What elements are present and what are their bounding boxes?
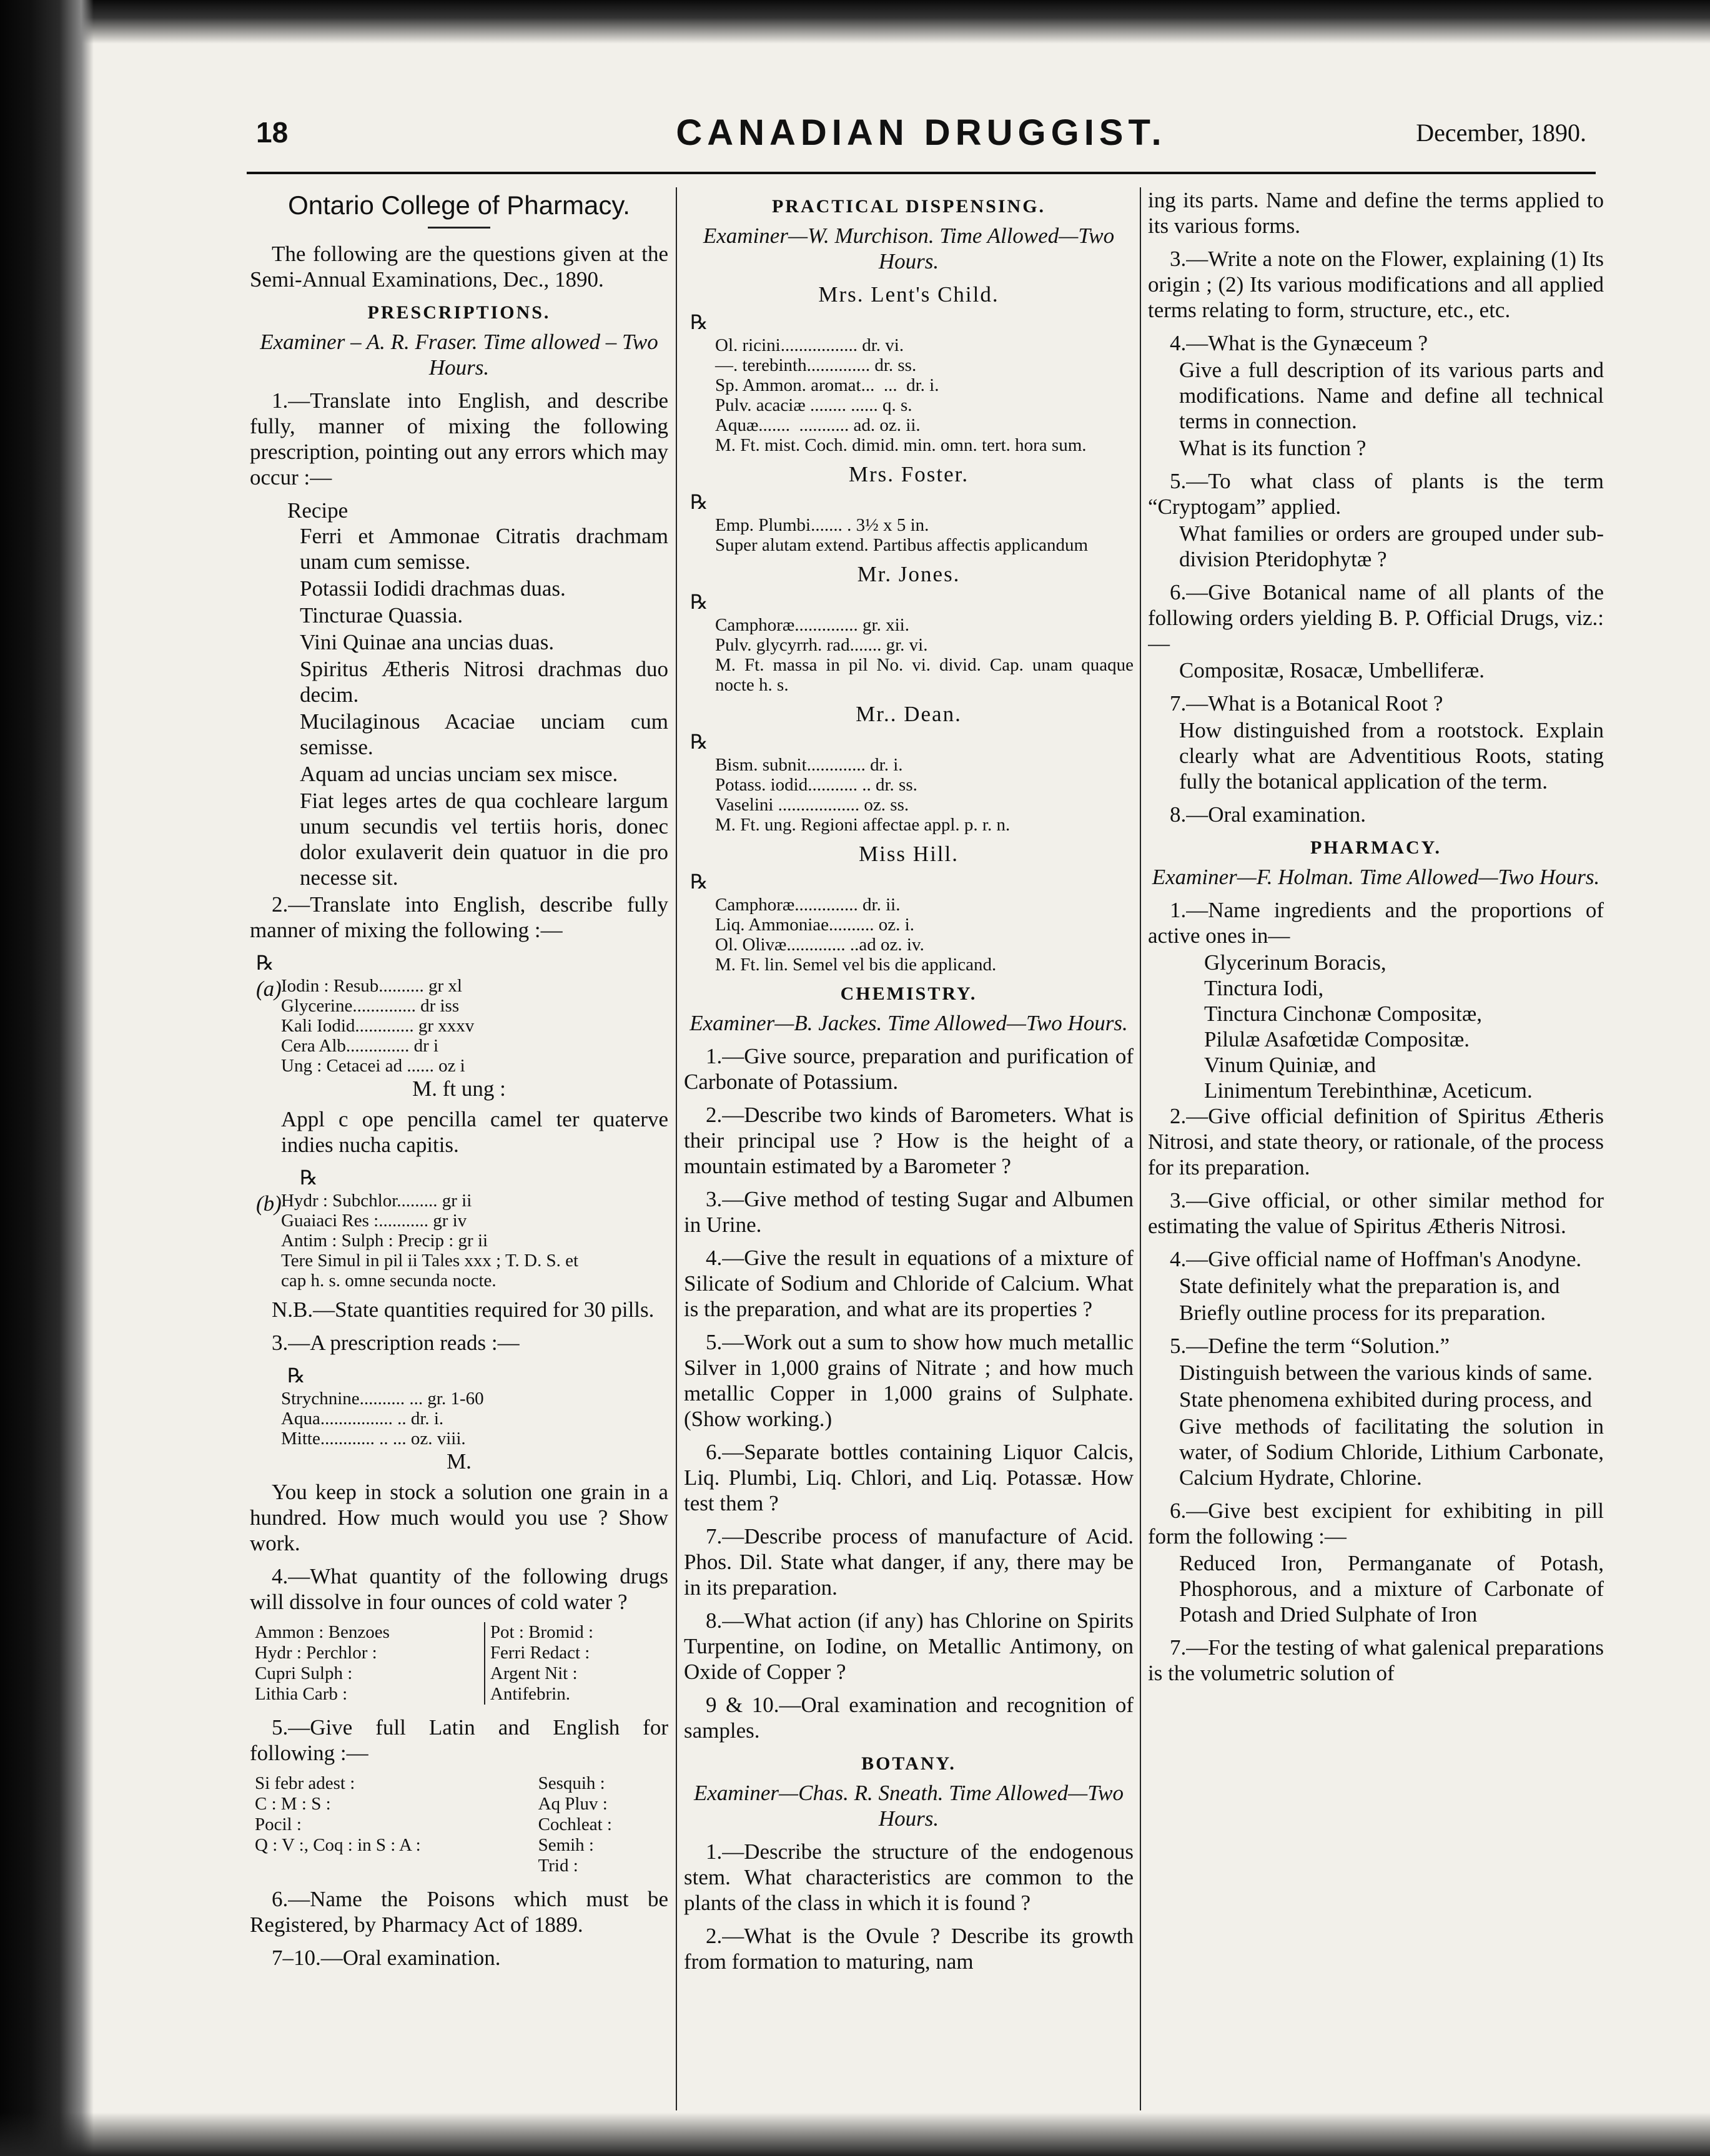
q4-drug-left: Cupri Sulph :: [250, 1663, 485, 1684]
section-heading-botany: BOTANY.: [861, 1753, 956, 1774]
q5-term-right: Aq Pluv :: [538, 1794, 608, 1814]
rx-a-lines: [250, 976, 668, 1076]
section-heading-chemistry: CHEMISTRY.: [840, 983, 977, 1004]
botany-question-4: 4.—What is the Gynæceum ?: [1170, 331, 1428, 355]
question-3: 3.—A prescription reads :—: [272, 1331, 520, 1355]
dispensing-line: Potass. iodid........... .. dr. ss.: [715, 775, 917, 795]
dispensing-line: Camphoræ.............. gr. xii.: [715, 615, 909, 635]
dispensing-note: M. Ft. ung. Regioni affectae appl. p. r. n.: [715, 815, 1011, 835]
rx-symbol: ℞: [690, 731, 708, 753]
scan-edge-bottom: [0, 2112, 1710, 2156]
botany-question-2: 2.—What is the Ovule ? Describe its growth from formation to maturing, nam: [684, 1924, 1134, 1974]
q4-drug-left: Hydr : Perchlor :: [250, 1643, 485, 1663]
q5-term-left: [250, 1856, 533, 1876]
recipe-lines: [250, 523, 668, 890]
rx-b-lines: [250, 1191, 668, 1291]
table-row: [250, 1814, 668, 1835]
q5-term-left: C : M : S :: [255, 1794, 331, 1814]
rx3-line: Mitte............ .. ... oz. viii.: [281, 1429, 466, 1449]
pharmacy-ingredient: Linimentum Terebinthinæ, Aceticum.: [1204, 1078, 1533, 1103]
q5-term-right: Trid :: [538, 1856, 578, 1876]
question-5: 5.—Give full Latin and English for following :—: [250, 1715, 668, 1765]
question-6: 6.—Name the Poisons which must be Registered, by Pharmacy Act of 1889.: [250, 1887, 668, 1937]
chemistry-question: 1.—Give source, preparation and purification of Carbonate of Potassium.: [684, 1044, 1134, 1094]
intro-paragraph: The following are the questions given at the Semi-Annual Examinations, Dec., 1890.: [250, 242, 668, 292]
q4-drug-right: Ferri Redact :: [490, 1643, 590, 1663]
q5-term-right: Sesquih :: [538, 1773, 605, 1793]
q5-term-left: Si febr adest :: [255, 1773, 355, 1793]
table-row: [250, 1622, 668, 1643]
rx-a-line: Iodin : Resub.......... gr xl: [281, 976, 462, 996]
column-rule-1: [676, 187, 677, 2110]
chemistry-question: 7.—Describe process of manufacture of Acid. Phos. Dil. State what danger, if any, there may be in its preparation.: [684, 1524, 1134, 1600]
dispensing-line: —. terebinth.............. dr. ss.: [715, 355, 917, 375]
botany-question-5: 5.—To what class of plants is the term “Cryptogam” applied.: [1148, 469, 1604, 519]
q5-term-right: Cochleat :: [538, 1814, 612, 1834]
rx3-mixture: M.: [447, 1449, 472, 1474]
chemistry-question: 3.—Give method of testing Sugar and Albumen in Urine.: [684, 1187, 1134, 1237]
dispensing-line: Bism. subnit............. dr. i.: [715, 755, 903, 775]
rx3-lines: [250, 1389, 668, 1449]
rx-symbol-3: ℞: [287, 1364, 305, 1387]
rx-symbol: ℞: [690, 591, 708, 613]
question-2: 2.—Translate into English, describe fully manner of mixing the following :—: [250, 892, 668, 942]
column-rule-2: [1140, 187, 1141, 2110]
rx-b-line: cap h. s. omne secunda nocte.: [281, 1271, 497, 1291]
column-3: [1148, 187, 1604, 2106]
pharmacy-question-6: 6.—Give best excipient for exhibiting in pill form the following :—: [1148, 1499, 1604, 1548]
rx3-line: Aqua................ .. dr. i.: [281, 1409, 444, 1429]
rx-a-line: Glycerine.............. dr iss: [281, 996, 460, 1016]
scan-edge-top: [0, 0, 1710, 44]
recipe-line: Fiat leges artes de qua cochleare largum unum secundis vel tertiis horis, donec dolor exulaverit dein quatuor in die pro necesse sit.: [300, 789, 668, 890]
examiner-botany: Examiner—Chas. R. Sneath. Time Allowed—Two Hours.: [693, 1781, 1124, 1831]
recipe-line: Tincturae Quassia.: [300, 603, 463, 628]
rx-a-directions: Appl c ope pencilla camel ter quaterve indies nucha capitis.: [281, 1107, 668, 1157]
pharmacy-question-3: 3.—Give official, or other similar method for estimating the value of Spiritus Ætheris Nitrosi.: [1148, 1188, 1604, 1238]
section-heading-pharmacy: PHARMACY.: [1310, 837, 1442, 858]
botany-question-3: 3.—Write a note on the Flower, explaining (1) Its origin ; (2) Its various modifications and all applied terms relating to form, structure, etc., etc.: [1148, 247, 1604, 322]
column-1: [250, 187, 668, 2106]
dispensing-line: Ol. ricini................. dr. vi.: [715, 335, 904, 355]
pharmacy-question-6-a: Reduced Iron, Permanganate of Potash, Phosphorous, and a mixture of Carbonate of Potash and Dried Sulphate of Iron: [1179, 1551, 1604, 1627]
dispensing-line: Sp. Ammon. aromat... ... dr. i.: [715, 375, 939, 395]
botany-question-2-cont: ing its parts. Name and define the terms applied to its various forms.: [1148, 188, 1604, 238]
scan-edge-left: [0, 0, 94, 2156]
patient-name: Mr.. Dean.: [856, 702, 962, 726]
note-nb: N.B.—State quantities required for 30 pills.: [272, 1297, 655, 1322]
table-row: [250, 1684, 668, 1705]
issue-date: December, 1890.: [1416, 119, 1586, 147]
rx-symbol: ℞: [690, 870, 708, 893]
pharmacy-question-4-a: State definitely what the preparation is, and: [1179, 1274, 1560, 1298]
examiner-dispensing: Examiner—W. Murchison. Time Allowed—Two Hours.: [703, 224, 1115, 273]
chemistry-question: 6.—Separate bottles containing Liquor Calcis, Liq. Plumbi, Liq. Chlori, and Liq. Potassæ. How test them ?: [684, 1440, 1134, 1515]
recipe-line: Aquam ad uncias unciam sex misce.: [300, 762, 618, 786]
patient-name: Mr. Jones.: [857, 562, 961, 586]
recipe-line: Ferri et Ammonae Citratis drachmam unam cum semisse.: [300, 524, 668, 574]
recipe-line: Potassii Iodidi drachmas duas.: [300, 576, 566, 601]
pharmacy-ingredient: Pilulæ Asafœtidæ Compositæ.: [1204, 1027, 1470, 1051]
examiner-chemistry: Examiner—B. Jackes. Time Allowed—Two Hours.: [689, 1011, 1128, 1035]
pharmacy-question-5-c: Give methods of facilitating the solution in water, of Sodium Chloride, Lithium Carbonate, Calcium Hydrate, Chlorine.: [1179, 1414, 1604, 1490]
rx-b-label: (b): [256, 1191, 282, 1216]
article-title: Ontario College of Pharmacy.: [288, 190, 630, 220]
rx-a-line: Kali Iodid............. gr xxxv: [281, 1016, 475, 1036]
rx-b-line: Guaiaci Res :........... gr iv: [281, 1211, 467, 1231]
chemistry-question: 8.—What action (if any) has Chlorine on Spirits Turpentine, on Iodine, on Metallic Antimony, on Oxide of Copper ?: [684, 1608, 1134, 1684]
dispensing-note: M. Ft. massa in pil No. vi. divid. Cap. unam quaque nocte h. s.: [715, 655, 1134, 695]
q5-term-left: Pocil :: [255, 1814, 302, 1834]
pharmacy-ingredient: Tinctura Iodi,: [1204, 976, 1324, 1000]
dispensing-line: Emp. Plumbi....... . 3½ x 5 in.: [715, 515, 929, 535]
q5-term-left: Q : V :, Coq : in S : A :: [255, 1835, 421, 1855]
section-heading-dispensing: PRACTICAL DISPENSING.: [771, 196, 1046, 217]
dispensing-note: Super alutam extend. Partibus affectis applicandum: [715, 535, 1089, 555]
patient-name: Mrs. Foster.: [848, 462, 969, 486]
q4-drug-table: [250, 1622, 668, 1705]
pharmacy-question-4: 4.—Give official name of Hoffman's Anodyne.: [1170, 1247, 1582, 1271]
recipe-line: Vini Quinae ana uncias duas.: [300, 630, 555, 654]
dispensing-line: Ol. Olivæ............. ..ad oz. iv.: [715, 935, 924, 955]
chemistry-questions: [684, 1043, 1134, 1743]
botany-question-8: 8.—Oral examination.: [1170, 802, 1366, 827]
patient-name: Miss Hill.: [858, 842, 959, 866]
page-header: [256, 112, 1586, 165]
chemistry-question: 4.—Give the result in equations of a mixture of Silicate of Sodium and Chloride of Calcium. What is the preparation, and what are its properties ?: [684, 1246, 1134, 1321]
question-7-10: 7–10.—Oral examination.: [272, 1946, 501, 1970]
pharmacy-question-5: 5.—Define the term “Solution.”: [1170, 1334, 1450, 1358]
rx-symbol: ℞: [690, 311, 708, 333]
dispensing-line: Pulv. acaciæ ........ ...... q. s.: [715, 395, 912, 415]
dispensing-line: Aquæ....... ........... ad. oz. ii.: [715, 415, 921, 435]
pharmacy-question-1: 1.—Name ingredients and the proportions of active ones in—: [1148, 898, 1604, 948]
chemistry-question: 9 & 10.—Oral examination and recognition of samples.: [684, 1693, 1134, 1743]
q4-drug-right: Argent Nit :: [490, 1663, 578, 1683]
examiner-pharmacy: Examiner—F. Holman. Time Allowed—Two Hours.: [1152, 865, 1600, 889]
botany-question-6: 6.—Give Botanical name of all plants of the following orders yielding B. P. Official Drugs, viz.:—: [1148, 580, 1604, 656]
botany-question-7-a: How distinguished from a rootstock. Explain clearly what are Adventitious Roots, stating fully the botanical application of the term.: [1179, 718, 1604, 794]
question-3-body: You keep in stock a solution one grain in a hundred. How much would you use ? Show work.: [250, 1480, 668, 1555]
rx-a-line: Ung : Cetacei ad ...... oz i: [281, 1056, 465, 1076]
masthead: CANADIAN DRUGGIST.: [676, 112, 1167, 153]
pharmacy-question-4-b: Briefly outline process for its preparation.: [1179, 1301, 1546, 1325]
pharmacy-ingredient: Glycerinum Boracis,: [1204, 950, 1386, 975]
question-4: 4.—What quantity of the following drugs will dissolve in four ounces of cold water ?: [250, 1564, 668, 1614]
rx-symbol-b: ℞: [300, 1166, 318, 1189]
botany-question-1: 1.—Describe the structure of the endogenous stem. What characteristics are common to the plants of the class in which it is found ?: [684, 1839, 1134, 1915]
rx-a-mixture: M. ft ung :: [412, 1076, 506, 1101]
recipe-line: Mucilaginous Acaciae unciam cum semisse.: [300, 709, 668, 759]
rx-symbol: ℞: [690, 491, 708, 513]
rx-a-label: (a): [256, 977, 282, 1001]
dispensing-note: M. Ft. lin. Semel vel bis die applicand.: [715, 955, 997, 975]
q4-drug-right: Pot : Bromid :: [490, 1622, 594, 1642]
rx-b-line: Antim : Sulph : Precip : gr ii: [281, 1231, 488, 1251]
rx-b-line: Tere Simul in pil ii Tales xxx ; T. D. S. et: [281, 1251, 579, 1271]
examiner-prescriptions: Examiner – A. R. Fraser. Time allowed – Two Hours.: [260, 330, 658, 380]
table-row: [250, 1794, 668, 1814]
page-number: 18: [256, 116, 289, 149]
botany-question-5-a: What families or orders are grouped under sub-division Pteridophytæ ?: [1179, 521, 1604, 571]
q5-latin-table: [250, 1773, 668, 1876]
recipe-line: Spiritus Ætheris Nitrosi drachmas duo decim.: [300, 657, 668, 707]
q4-drug-right: Antifebrin.: [490, 1684, 570, 1704]
column-2: [684, 187, 1134, 2106]
pharmacy-question-5-b: State phenomena exhibited during process, and: [1179, 1387, 1592, 1412]
dispensing-line: Pulv. glycyrrh. rad....... gr. vi.: [715, 635, 928, 655]
dispensing-line: Liq. Ammoniae.......... oz. i.: [715, 915, 914, 935]
table-row: [250, 1835, 668, 1856]
header-rule: [247, 172, 1596, 174]
recipe-label: Recipe: [287, 498, 348, 523]
rx3-line: Strychnine.......... ... gr. 1-60: [281, 1389, 484, 1409]
pharmacy-ingredient: Vinum Quiniæ, and: [1204, 1053, 1376, 1077]
pharmacy-question-1-list: [1148, 950, 1604, 1103]
patient-name: Mrs. Lent's Child.: [818, 282, 999, 307]
table-row: [250, 1773, 668, 1794]
dispensing-prescriptions: [684, 282, 1134, 975]
rx-b-line: Hydr : Subchlor......... gr ii: [281, 1191, 472, 1211]
q5-term-right: Semih :: [538, 1835, 594, 1855]
table-row: [250, 1856, 668, 1876]
section-heading-prescriptions: PRESCRIPTIONS.: [367, 302, 551, 323]
pharmacy-question-2: 2.—Give official definition of Spiritus Ætheris Nitrosi, and state theory, or rationale, of the process for its preparation.: [1148, 1104, 1604, 1179]
pharmacy-question-5-a: Distinguish between the various kinds of same.: [1179, 1361, 1593, 1385]
rx-a-line: Cera Alb.............. dr i: [281, 1036, 439, 1056]
q4-drug-left: Lithia Carb :: [250, 1684, 485, 1705]
dispensing-note: M. Ft. mist. Coch. dimid. min. omn. tert. hora sum.: [715, 435, 1087, 455]
botany-question-4-a: Give a full description of its various parts and modifications. Name and define all technical terms in connection.: [1179, 358, 1604, 433]
botany-question-4-b: What is its function ?: [1179, 436, 1367, 460]
chemistry-question: 5.—Work out a sum to show how much metallic Silver in 1,000 grains of Nitrate ; and how much metallic Copper in 1,000 grains of Sulphate. (Show working.): [684, 1330, 1134, 1431]
question-1: 1.—Translate into English, and describe fully, manner of mixing the following prescription, pointing out any errors which may occur :—: [250, 388, 668, 490]
q4-drug-left: Ammon : Benzoes: [250, 1622, 485, 1643]
dispensing-line: Vaselini .................. oz. ss.: [715, 795, 909, 815]
botany-question-6-a: Compositæ, Rosacæ, Umbelliferæ.: [1179, 658, 1485, 682]
table-row: [250, 1663, 668, 1684]
dispensing-line: Camphoræ.............. dr. ii.: [715, 895, 901, 915]
table-row: [250, 1643, 668, 1663]
chemistry-question: 2.—Describe two kinds of Barometers. What is their principal use ? How is the height of a mountain estimated by a Barometer ?: [684, 1103, 1134, 1178]
title-rule: [428, 227, 490, 229]
pharmacy-ingredient: Tinctura Cinchonæ Compositæ,: [1204, 1002, 1483, 1026]
rx-symbol: ℞: [256, 952, 274, 974]
botany-question-7: 7.—What is a Botanical Root ?: [1170, 691, 1443, 716]
pharmacy-question-7: 7.—For the testing of what galenical preparations is the volumetric solution of: [1148, 1635, 1604, 1685]
